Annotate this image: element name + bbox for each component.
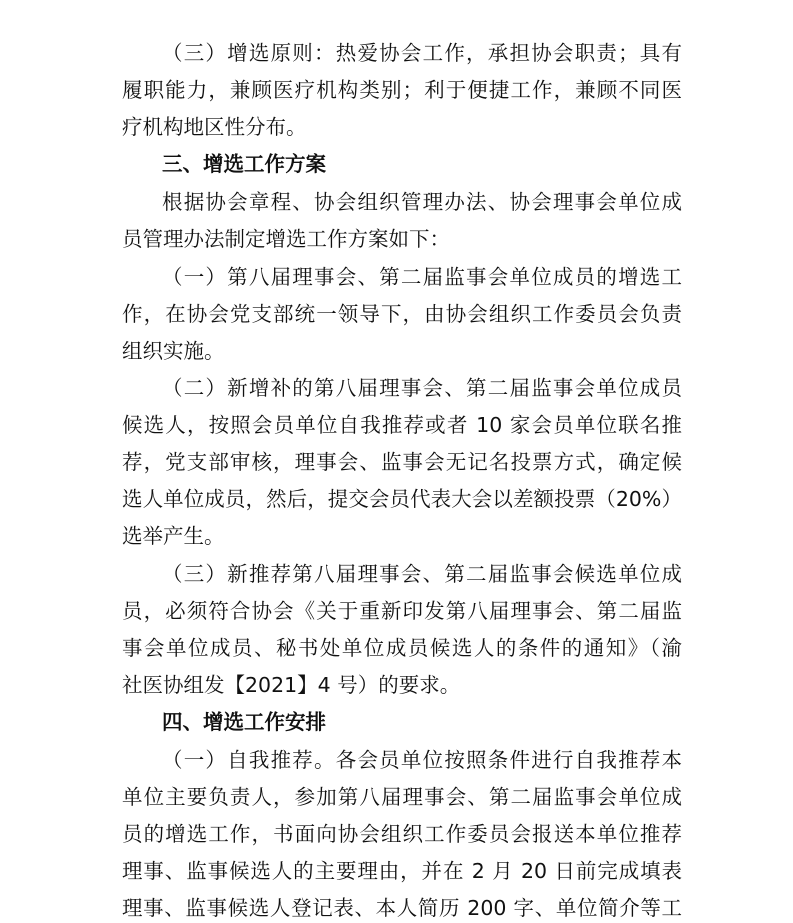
paragraph-line: 理事、监事候选人登记表、本人简历 200 字、单位简介等工 <box>122 896 682 920</box>
paragraph-line: 候选人，按照会员单位自我推荐或者 10 家会员单位联名推 <box>122 413 682 437</box>
paragraph-line: （一）第八届理事会、第二届监事会单位成员的增选工 <box>162 265 682 289</box>
paragraph-line: 社医协组发【2021】4 号）的要求。 <box>122 673 461 697</box>
paragraph-line: 作，在协会党支部统一领导下，由协会组织工作委员会负责 <box>122 302 682 326</box>
paragraph-line: 事会单位成员、秘书处单位成员候选人的条件的通知》（渝 <box>122 636 682 660</box>
paragraph-line: （三）增选原则：热爱协会工作，承担协会职责；具有 <box>162 41 682 65</box>
section-heading: 三、增选工作方案 <box>162 152 326 176</box>
paragraph-line: 组织实施。 <box>122 339 225 363</box>
paragraph-line: 选举产生。 <box>122 524 225 548</box>
paragraph-line: 疗机构地区性分布。 <box>122 115 307 139</box>
paragraph-line: 员的增选工作，书面向协会组织工作委员会报送本单位推荐 <box>122 822 682 846</box>
paragraph-line: （二）新增补的第八届理事会、第二届监事会单位成员 <box>162 376 682 400</box>
section-heading: 四、增选工作安排 <box>162 710 326 734</box>
paragraph-line: 选人单位成员，然后，提交会员代表大会以差额投票（20%） <box>122 487 682 511</box>
paragraph-line: 员，必须符合协会《关于重新印发第八届理事会、第二届监 <box>122 599 682 623</box>
paragraph-line: 根据协会章程、协会组织管理办法、协会理事会单位成 <box>162 190 682 214</box>
paragraph-line: （一）自我推荐。各会员单位按照条件进行自我推荐本 <box>162 748 682 772</box>
paragraph-line: （三）新推荐第八届理事会、第二届监事会候选单位成 <box>162 562 682 586</box>
paragraph-line: 履职能力，兼顾医疗机构类别；利于便捷工作，兼顾不同医 <box>122 78 682 102</box>
paragraph-line: 荐，党支部审核，理事会、监事会无记名投票方式，确定候 <box>122 450 682 474</box>
paragraph-line: 理事、监事候选人的主要理由，并在 2 月 20 日前完成填表 <box>122 859 682 883</box>
paragraph-line: 单位主要负责人，参加第八届理事会、第二届监事会单位成 <box>122 785 682 809</box>
paragraph-line: 员管理办法制定增选工作方案如下： <box>122 227 450 251</box>
